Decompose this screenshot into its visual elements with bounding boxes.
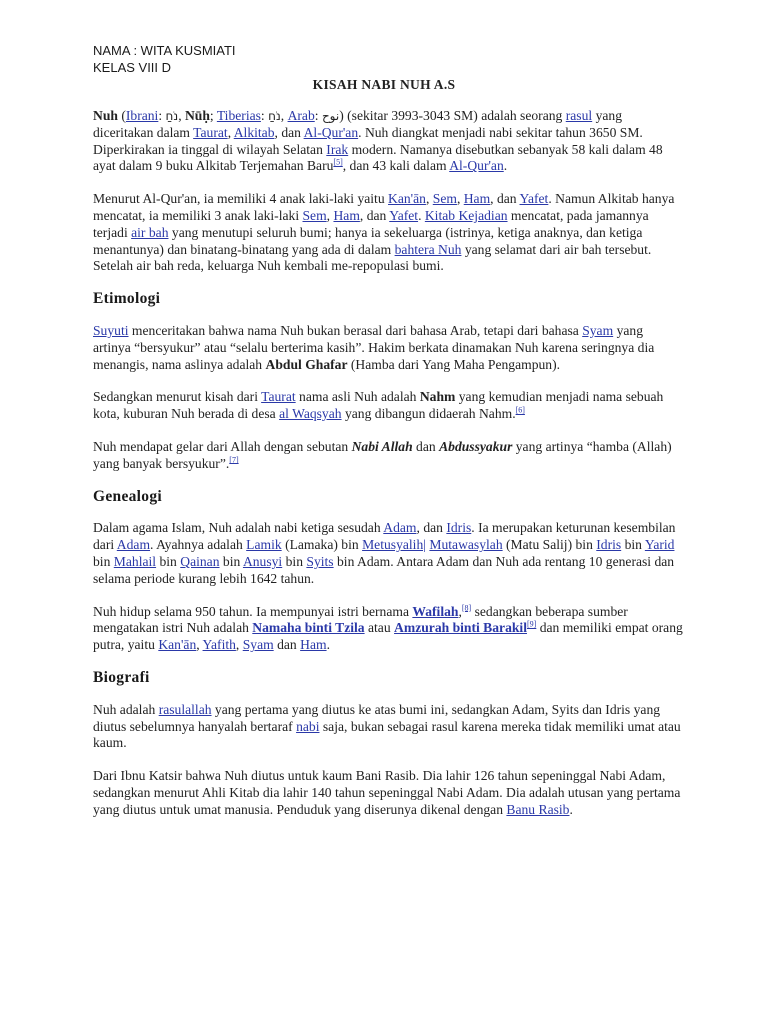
link-alquran-2[interactable]: Al-Qur'an: [449, 158, 504, 174]
student-name-line: NAMA : WITA KUSMIATI: [93, 43, 236, 58]
link-qainan[interactable]: Qainan: [180, 553, 220, 569]
link-rasul[interactable]: rasul: [565, 108, 593, 123]
term-nuh: Nuh: [93, 108, 118, 123]
link-mahlail[interactable]: Mahlail: [113, 553, 157, 569]
document-body: [93, 108, 683, 835]
link-bahtera-nuh[interactable]: bahtera Nuh: [394, 241, 462, 257]
link-ham[interactable]: Ham: [463, 191, 491, 207]
link-tiberias[interactable]: Tiberias: [216, 108, 261, 123]
link-alkitab[interactable]: Alkitab: [233, 124, 275, 140]
link-taurat[interactable]: Taurat: [193, 124, 228, 140]
link-taurat-2[interactable]: Taurat: [261, 389, 296, 405]
arabic-text: نوح: [321, 109, 340, 123]
link-syam-2[interactable]: Syam: [242, 637, 274, 653]
link-idris-2[interactable]: Idris: [596, 537, 622, 553]
link-air-bah[interactable]: air bah: [131, 224, 169, 240]
heading-biografi: Biografi: [93, 668, 150, 686]
link-irak[interactable]: Irak: [326, 141, 349, 157]
biografi-paragraph-1: Nuh adalah rasulallah yang pertama yang diutus ke atas bumi ini, sedangkan Adam, Syits dan Idris yang diutus sebelumnya hanyalah bertaraf nabi saja, bukan sebagai rasul karena mereka tidak memiliki umat atau kaum.: [93, 701, 681, 751]
link-mutawasylah[interactable]: Mutawasylah: [429, 537, 503, 553]
etimologi-paragraph-2: Sedangkan menurut kisah dari Taurat nama asli Nuh adalah Nahm yang kemudian menjadi nama sebuah kota, kuburan Nuh berada di desa al Waqsyah yang dibangun didaerah Nahm.[6]: [93, 389, 664, 422]
link-idris[interactable]: Idris: [446, 520, 472, 536]
link-sem-2[interactable]: Sem: [302, 207, 327, 223]
link-yafet[interactable]: Yafet: [519, 191, 549, 207]
biografi-paragraph-2: Dari Ibnu Katsir bahwa Nuh diutus untuk kaum Bani Rasib. Dia lahir 126 tahun sepeninggal Nabi Adam, sedangkan menurut Ahli Kitab dia lahir 140 tahun sepeninggal Nabi Adam. Dia adalah utusan yang pertama yang diutus untuk umat manusia. Penduduk yang diserunya dikenal dengan Banu Rasib.: [93, 768, 681, 817]
link-adam[interactable]: Adam: [383, 520, 417, 536]
link-banu-rasib[interactable]: Banu Rasib: [506, 801, 570, 817]
link-adam-2[interactable]: Adam: [116, 537, 151, 553]
link-rasulallah[interactable]: rasulallah: [158, 701, 212, 717]
link-amzurah-binti-barakil[interactable]: Amzurah binti Barakil: [394, 620, 527, 636]
link-al-waqsyah[interactable]: al Waqsyah: [279, 406, 342, 422]
link-sem[interactable]: Sem: [432, 191, 457, 207]
link-ham-3[interactable]: Ham: [300, 637, 327, 653]
link-kanan[interactable]: Kan'ān: [388, 191, 426, 207]
link-kanan-2[interactable]: Kan'ān: [158, 637, 197, 653]
link-lamik[interactable]: Lamik: [246, 537, 282, 553]
hebrew-text-2: נֹחַ: [268, 109, 281, 123]
reference-7[interactable]: [7]: [229, 455, 239, 465]
student-class-line: KELAS VIII D: [93, 60, 172, 75]
link-yarid[interactable]: Yarid: [644, 537, 675, 553]
term-nahm: Nahm: [419, 389, 456, 405]
reference-5[interactable]: [5]: [333, 157, 343, 167]
link-syam[interactable]: Syam: [582, 322, 614, 338]
etimologi-paragraph-1: Suyuti menceritakan bahwa nama Nuh bukan berasal dari bahasa Arab, tetapi dari bahasa Syam yang artinya “bersyukur” atau “selalu berterima kasih”. Hakim berkata dinamakan Nuh karena seringnya dia menangis, nama aslinya adalah Abdul Ghafar (Hamba dari Yang Maha Pengampun).: [93, 322, 655, 372]
sons-paragraph: Menurut Al-Qur'an, ia memiliki 4 anak laki-laki yaitu Kan'ān, Sem, Ham, dan Yafet. Namun Alkitab hanya mencatat, ia memiliki 3 anak laki-laki Sem, Ham, dan Yafet. Kitab Kejadian mencatat, pada jamannya terjadi air bah yang menutupi seluruh bumi; hanya ia sekeluarga (istrinya, ketiga anaknya, dan ketiga menantunya) dan binatang-binatang yang ada di dalam bahtera Nuh yang selamat dari air bah tersebut. Setelah air bah reda, keluarga Nuh kembali me-repopulasi bumi.: [93, 191, 675, 274]
intro-paragraph: Nuh (Ibrani: נֹחַ, Nūḥ; Tiberias: נֹחַ, Arab: نوح) (sekitar 3993-3043 SM) adalah seorang rasul yang diceritakan dalam Taurat, Alkitab, dan Al-Qur'an. Nuh diangkat menjadi nabi sekitar tahun 3650 SM. Diperkirakan ia tinggal di wilayah Selatan Irak modern. Namanya disebutkan sebanyak 58 kali dalam 48 ayat dalam 9 buku Alkitab Terjemahan Baru[5], dan 43 kali dalam Al-Qur'an.: [93, 108, 663, 174]
link-syits[interactable]: Syits: [306, 553, 334, 569]
reference-9[interactable]: [9]: [526, 619, 537, 629]
genealogi-paragraph-1: Dalam agama Islam, Nuh adalah nabi ketiga sesudah Adam, dan Idris. Ia merupakan keturunan kesembilan dari Adam. Ayahnya adalah Lamik (Lamaka) bin Metusyalih| Mutawasylah (Matu Salij) bin Idris bin Yarid bin Mahlail bin Qainan bin Anusyi bin Syits bin Adam. Antara Adam dan Nuh ada rentang 10 generasi dan selama periode kurang lebih 1642 tahun.: [93, 520, 676, 586]
link-arab[interactable]: Arab: [287, 108, 315, 123]
term-abdussyakur: Abdussyakur: [439, 438, 513, 454]
link-ham-2[interactable]: Ham: [333, 207, 360, 223]
genealogi-paragraph-2: Nuh hidup selama 950 tahun. Ia mempunyai istri bernama Wafilah,[8] sedangkan beberapa sumber mengatakan istri Nuh adalah Namaha binti Tzila atau Amzurah binti Barakil[9] dan memiliki empat orang putra, yaitu Kan'ān, Yafith, Syam dan Ham.: [93, 603, 683, 653]
link-nabi[interactable]: nabi: [296, 718, 320, 734]
heading-etimologi: Etimologi: [93, 290, 161, 308]
link-yafet-2[interactable]: Yafet: [389, 207, 419, 223]
student-header: [93, 42, 236, 76]
reference-8[interactable]: [8]: [461, 603, 472, 612]
document-title: KISAH NABI NUH A.S: [312, 77, 456, 92]
link-anusyi[interactable]: Anusyi: [242, 553, 283, 569]
reference-6[interactable]: [6]: [515, 405, 525, 415]
link-wafilah[interactable]: Wafilah: [412, 603, 459, 619]
etimologi-paragraph-3: Nuh mendapat gelar dari Allah dengan sebutan Nabi Allah dan Abdussyakur yang artinya “hamba (Allah) yang banyak bersyukur”.[7]: [93, 438, 672, 471]
term-abdul-ghafar: Abdul Ghafar: [265, 356, 348, 372]
link-suyuti[interactable]: Suyuti: [93, 322, 129, 338]
term-nuh-translit: Nūḥ: [184, 108, 210, 123]
heading-genealogi: Genealogi: [93, 487, 162, 505]
link-ibrani[interactable]: Ibrani: [125, 108, 159, 123]
link-yafith[interactable]: Yafith: [202, 637, 236, 653]
link-kitab-kejadian[interactable]: Kitab Kejadian: [424, 207, 508, 223]
term-nabi-allah: Nabi Allah: [351, 438, 413, 454]
link-alquran[interactable]: Al-Qur'an: [303, 124, 359, 140]
link-namaha-binti-tzila[interactable]: Namaha binti Tzila: [252, 620, 365, 636]
hebrew-text: נֹחַ: [165, 109, 179, 123]
link-metusyalih[interactable]: Metusyalih|: [362, 537, 426, 553]
